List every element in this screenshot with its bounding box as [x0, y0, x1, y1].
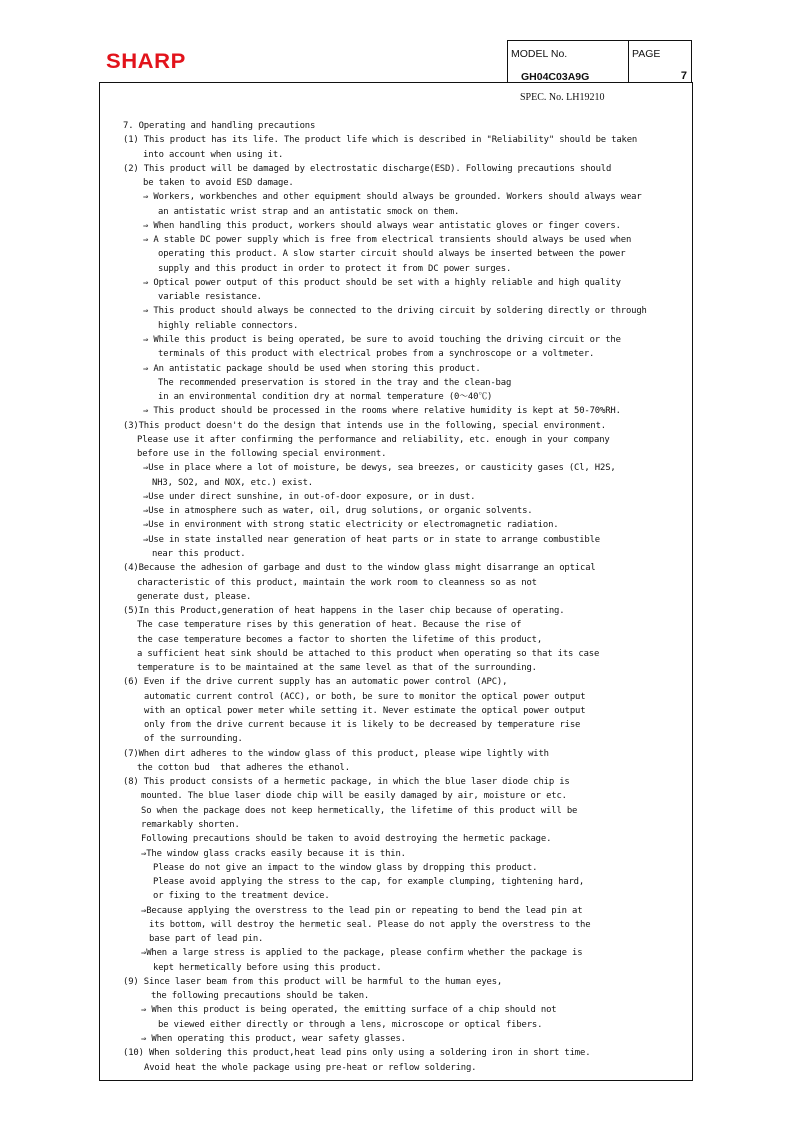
text-line: the following precautions should be taken.: [151, 991, 370, 1002]
text-line: (10) When soldering this product,heat lead pins only using a soldering iron in short time.: [123, 1048, 591, 1059]
text-line: in an environmental condition dry at normal temperature (0～40℃): [158, 392, 493, 403]
text-line: terminals of this product with electrical probes from a synchroscope or a voltmeter.: [158, 349, 595, 360]
text-line: (9) Since laser beam from this product will be harmful to the human eyes,: [123, 976, 503, 987]
text-line: ⇒ This product should always be connected to the driving circuit by soldering directly or through: [143, 306, 647, 317]
sharp-logo: SHARP: [106, 50, 186, 73]
text-line: ⇒ Optical power output of this product should be set with a highly reliable and high quality: [143, 277, 621, 288]
spec-number: SPEC. No. LH19210: [520, 92, 605, 103]
text-line: So when the package does not keep hermetically, the lifetime of this product will be: [141, 805, 578, 816]
text-line: NH3, SO2, and NOX, etc.) exist.: [152, 477, 313, 488]
text-line: be taken to avoid ESD damage.: [143, 178, 294, 189]
text-line: an antistatic wrist strap and an antistatic smock on them.: [158, 206, 460, 217]
text-line: ⇒The window glass cracks easily because it is thin.: [141, 848, 406, 859]
model-number-cell: [507, 40, 629, 83]
text-line: Avoid heat the whole package using pre-heat or reflow soldering.: [144, 1062, 477, 1073]
text-line: ⇒When a large stress is applied to the package, please confirm whether the package is: [141, 948, 583, 959]
text-line: near this product.: [152, 548, 246, 559]
text-line: ⇒ When operating this product, wear safety glasses.: [141, 1034, 406, 1044]
text-line: temperature is to be maintained at the same level as that of the surrounding.: [137, 663, 537, 674]
text-line: ⇒ This product should be processed in the rooms where relative humidity is kept at 50-70%RH.: [143, 406, 621, 417]
text-line: variable resistance.: [158, 292, 262, 303]
text-line: Please use it after confirming the performance and reliability, etc. enough in your company: [137, 434, 610, 445]
text-line: Please do not give an impact to the window glass by dropping this product.: [153, 862, 538, 873]
text-line: (8) This product consists of a hermetic package, in which the blue laser diode chip is: [123, 777, 570, 788]
page-number-cell: [628, 40, 692, 83]
text-line: ⇒Use in state installed near generation of heat parts or in state to arrange combustible: [143, 534, 601, 545]
text-line: before use in the following special environment.: [137, 449, 387, 460]
document-body-frame: [99, 82, 693, 1081]
text-line: operating this product. A slow starter circuit should always be inserted between the power: [158, 249, 626, 260]
text-line: The case temperature rises by this generation of heat. Because the rise of: [137, 620, 522, 631]
text-line: (2) This product will be damaged by electrostatic discharge(ESD). Following precautions should: [123, 163, 612, 174]
text-line: (4)Because the adhesion of garbage and dust to the window glass might disarrange an optical: [123, 563, 596, 574]
text-line: automatic current control (ACC), or both, be sure to monitor the optical power output: [144, 691, 586, 702]
text-line: ⇒ When handling this product, workers should always wear antistatic gloves or finger covers.: [143, 220, 621, 231]
text-line: highly reliable connectors.: [158, 320, 299, 331]
text-line: ⇒Use in place where a lot of moisture, be dewys, sea breezes, or causticity gases (Cl, H2S,: [143, 463, 616, 474]
page-label: PAGE: [632, 48, 661, 60]
text-line: (5)In this Product,generation of heat happens in the laser chip because of operating.: [123, 606, 565, 617]
text-line: ⇒Use under direct sunshine, in out-of-door exposure, or in dust.: [143, 491, 476, 502]
text-line: ⇒ While this product is being operated, be sure to avoid touching the driving circuit or the: [143, 334, 621, 345]
text-line: (6) Even if the drive current supply has an automatic power control (APC),: [123, 677, 508, 688]
text-line: ⇒ Workers, workbenches and other equipment should always be grounded. Workers should always wear: [143, 192, 642, 203]
text-line: (1) This product has its life. The product life which is described in "Reliability" should be taken: [123, 135, 638, 146]
text-line: with an optical power meter while setting it. Never estimate the optical power output: [144, 705, 586, 716]
text-line: remarkably shorten.: [141, 820, 240, 831]
text-line: into account when using it.: [143, 149, 284, 160]
text-line: the case temperature becomes a factor to shorten the lifetime of this product,: [137, 634, 543, 645]
text-line: be viewed either directly or through a lens, microscope or optical fibers.: [158, 1019, 543, 1030]
text-line: a sufficient heat sink should be attached to this product when operating so that its case: [137, 648, 600, 659]
text-line: mounted. The blue laser diode chip will be easily damaged by air, moisture or etc.: [141, 791, 567, 802]
text-line: ⇒Use in atmosphere such as water, oil, drug solutions, or organic solvents.: [143, 506, 533, 517]
text-line: (3)This product doesn't do the design that intends use in the following, special environment.: [123, 420, 606, 431]
text-line: of the surrounding.: [144, 734, 243, 745]
text-line: generate dust, please.: [137, 591, 252, 602]
page-number-value: 7: [680, 70, 687, 82]
text-line: ⇒ An antistatic package should be used when storing this product.: [143, 363, 481, 374]
text-line: ⇒Use in environment with strong static electricity or electromagnetic radiation.: [143, 520, 559, 531]
text-line: 7. Operating and handling precautions: [123, 121, 316, 131]
text-line: The recommended preservation is stored in the tray and the clean-bag: [158, 377, 512, 388]
text-line: characteristic of this product, maintain the work room to cleanness so as not: [137, 577, 537, 588]
text-line: only from the drive current because it is likely to be decreased by temperature rise: [144, 720, 581, 731]
text-line: kept hermetically before using this product.: [153, 962, 382, 973]
model-number-value: GH04C03A9G: [521, 71, 590, 83]
precautions-text: [123, 119, 683, 1075]
model-number-label: MODEL No.: [511, 48, 568, 60]
text-line: the cotton bud that adheres the ethanol.: [137, 762, 350, 773]
text-line: its bottom, will destroy the hermetic seal. Please do not apply the overstress to the: [149, 919, 591, 930]
text-line: base part of lead pin.: [149, 934, 264, 945]
text-line: Please avoid applying the stress to the cap, for example clumping, tightening hard,: [153, 877, 585, 888]
text-line: (7)When dirt adheres to the window glass of this product, please wipe lightly with: [123, 748, 549, 759]
text-line: or fixing to the treatment device.: [153, 891, 330, 902]
text-line: ⇒ When this product is being operated, the emitting surface of a chip should not: [141, 1005, 557, 1016]
text-line: ⇒Because applying the overstress to the lead pin or repeating to bend the lead pin at: [141, 905, 583, 916]
text-line: Following precautions should be taken to avoid destroying the hermetic package.: [141, 834, 552, 845]
text-line: supply and this product in order to protect it from DC power surges.: [158, 263, 512, 274]
text-line: ⇒ A stable DC power supply which is free from electrical transients should always be used when: [143, 235, 632, 246]
